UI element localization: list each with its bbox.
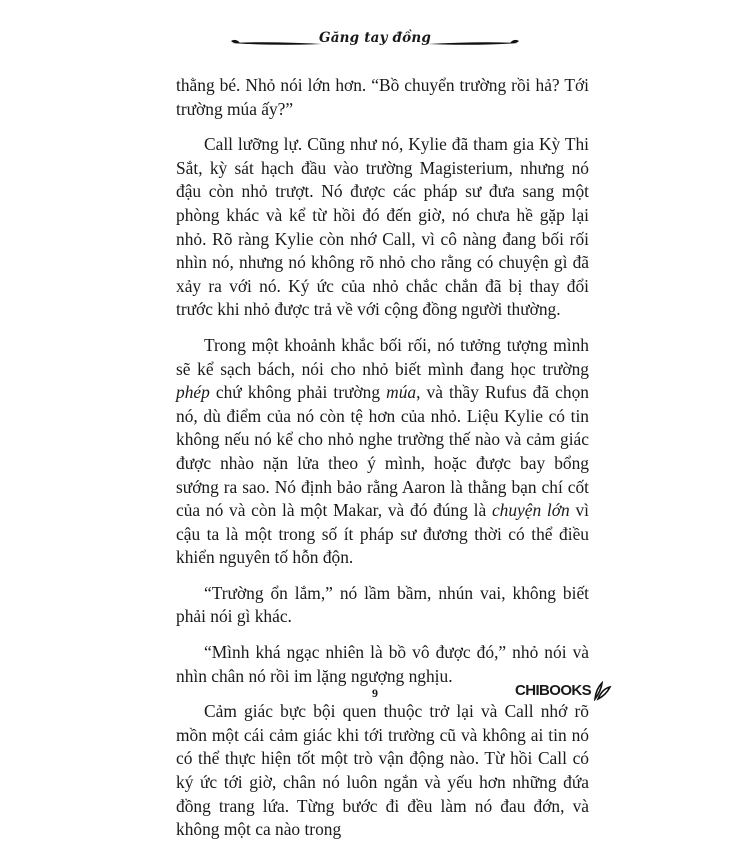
paragraph: Cảm giác bực bội quen thuộc trở lại và Call nhớ rõ mồn một cái cảm giác khi tới trường cũ và không ai tin nó có thể thực hiện tốt một trò vận động nào. Từ hồi Call có ký ức tới giờ, chân nó luôn ngắn và yếu hơn những đứa đồng trang lứa. Từng bước đi đều làm nó đau đớn, và không một ca nào trong [176,701,589,840]
page-body [176,74,592,854]
running-header [0,14,750,54]
paragraph: Call lưỡng lự. Cũng như nó, Kylie đã tham gia Kỳ Thi Sắt, kỳ sát hạch đầu vào trường Magisterium, nhưng nó đậu còn nhỏ trượt. Nó được các pháp sư đưa sang một phòng khác và kể từ hồi đó đến giờ, nó chưa hề gặp lại nhỏ. Rõ ràng Kylie còn nhớ Call, vì cô nàng đang bối rối nhìn nó, nhưng nó không rõ nhỏ cho rằng có chuyện gì đã xảy ra với nó. Ký ức của nhỏ chắc chắn đã bị thay đổi trước khi nhỏ được trả về với cộng đồng người thường. [176,134,589,320]
paragraph: “Trường ổn lắm,” nó lầm bầm, nhún vai, không biết phải nói gì khác. [176,582,589,627]
page-number: 9 [372,686,378,700]
running-title: Găng tay đồng [318,30,432,46]
publisher-logo [515,678,612,702]
paragraph: thằng bé. Nhỏ nói lớn hơn. “Bồ chuyển trường rồi hả? Tới trường múa ấy?” [176,75,589,119]
paragraph: Trong một khoảnh khắc bối rối, nó tưởng tượng mình sẽ kể sạch bách, nói cho nhỏ biết mình đang học trường phép chứ không phải trường múa, và thầy Rufus đã chọn nó, dù điểm của nó còn tệ hơn của nhỏ. Liệu Kylie có tin không nếu nó kể cho nhỏ nghe trường thế nào và cảm giác được nhào nặn lửa theo ý mình, hoặc được bay bổng sướng ra sao. Nó định bảo rằng Aaron là thằng bạn chí cốt của nó và còn là một Makar, và đó đúng là chuyện lớn vì cậu ta là một trong số ít pháp sư đương thời có thể điều khiển nguyên tố hỗn độn. [176,334,589,568]
publisher-name: CHIBOOKS [515,681,592,699]
paragraph: “Mình khá ngạc nhiên là bồ vô được đó,” nhỏ nói và nhìn chân nó rồi im lặng ngượng nghịu. [176,642,589,686]
leaf-logo-icon [592,679,612,701]
